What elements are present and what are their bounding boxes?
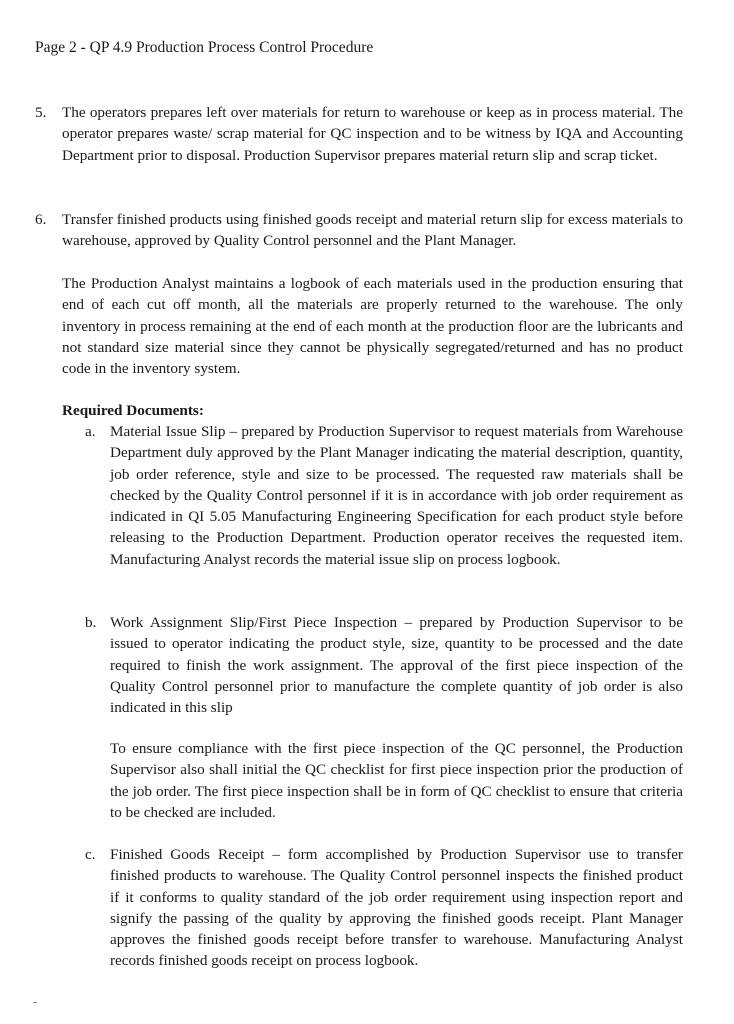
document-item-label: a.: [85, 423, 96, 440]
step-text: Transfer finished products using finished goods receipt and material return slip for excess materials to warehouse, approved by Quality Control personnel and the Plant Manager.: [62, 211, 683, 250]
document-item-text: Finished Goods Receipt – form accomplished by Production Supervisor use to transfer finished products to warehouse. The Quality Control personnel inspects the finished product if it conforms to quality standard of the job order requirement using inspection report and signify the passing of the quality by approving the finished goods receipt. Plant Manager approves the finished goods receipt before transfer to warehouse. Manufacturing Analyst records finished goods receipt on process logbook.: [110, 846, 683, 970]
document-item-text: Work Assignment Slip/First Piece Inspection – prepared by Production Supervisor to be issued to operator indicating the product style, size, quantity to be processed and the date required to finish the work assignment. The approval of the first piece inspection of the Quality Control personnel prior to manufacture the complete quantity of job order is also indicated in this slip: [110, 614, 683, 717]
document-item-label: c.: [85, 846, 96, 863]
page-header: Page 2 - QP 4.9 Production Process Control Procedure: [35, 39, 374, 56]
required-documents-heading: Required Documents:: [62, 402, 204, 419]
step-text: The operators prepares left over materials for return to warehouse or keep as in process material. The operator prepares waste/ scrap material for QC inspection and to be witness by IQA and Accounting Department prior to disposal. Production Supervisor prepares material return slip and scrap ticket.: [62, 104, 683, 164]
document-item-extra: To ensure compliance with the first piece inspection of the QC personnel, the Production Supervisor also shall initial the QC checklist for first piece inspection prior the production of the job order. The first piece inspection shall be in form of QC checklist to ensure that criteria to be checked are included.: [110, 740, 683, 821]
step-number: 5.: [35, 104, 47, 121]
analyst-paragraph: The Production Analyst maintains a logbook of each materials used in the production ensuring that end of each cut off month, all the materials are properly returned to the warehouse. The only inventory in process remaining at the end of each month at the production floor are the lubricants and not standard size material since they cannot be physically segregated/returned and has no product code in the inventory system.: [62, 275, 683, 378]
page-mark: [33, 1002, 37, 1003]
step-number: 6.: [35, 211, 47, 228]
document-item-label: b.: [85, 614, 97, 631]
document-item-text: Material Issue Slip – prepared by Production Supervisor to request materials from Warehouse Department duly approved by the Plant Manager indicating the material description, quantity, job order reference, style and size to be processed. The requested raw materials shall be checked by the Quality Control personnel if it is in accordance with job order requirement as indicated in QI 5.05 Manufacturing Engineering Specification for each product style before releasing to the Production Department. Production operator receives the requested item. Manufacturing Analyst records the material issue slip on process logbook.: [110, 423, 683, 568]
